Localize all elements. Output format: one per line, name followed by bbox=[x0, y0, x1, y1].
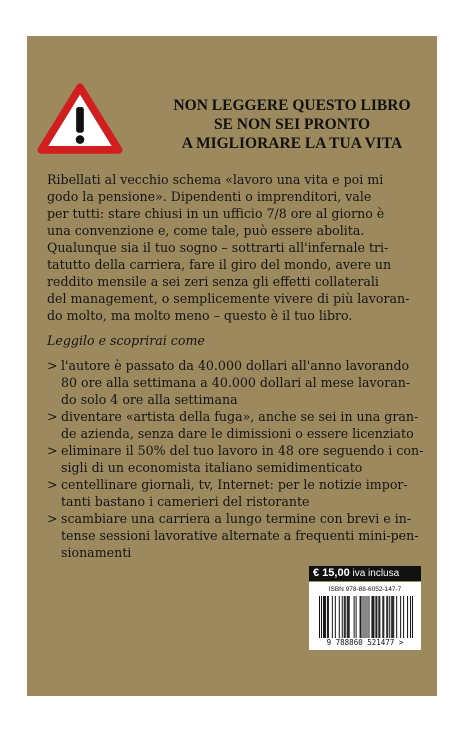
barcode bbox=[319, 596, 413, 638]
barcode-bar bbox=[323, 596, 324, 638]
barcode-bar bbox=[412, 596, 413, 638]
bullet-item bbox=[47, 510, 432, 561]
barcode-bar bbox=[365, 596, 366, 638]
bullet-line: do solo 4 ore alla settimana bbox=[61, 392, 238, 407]
bullet-item bbox=[47, 408, 432, 442]
barcode-bar bbox=[383, 596, 384, 638]
barcode-bar bbox=[324, 596, 325, 638]
barcode-bar bbox=[373, 596, 374, 638]
intro-line: Ribellati al vecchio schema «lavoro una vita e poi mi bbox=[47, 172, 384, 187]
ean-digits: 9 788860 521477 > bbox=[326, 638, 404, 647]
intro-line: per tutti: stare chiusi in un ufficio 7/8 ore al giorno è bbox=[47, 206, 385, 221]
barcode-bar bbox=[347, 596, 348, 638]
barcode-bar bbox=[386, 596, 387, 638]
barcode-bar bbox=[371, 596, 372, 638]
bullet-line: eliminare il 50% del tuo lavoro in 48 ore seguendo i con- bbox=[61, 443, 424, 458]
barcode-bar bbox=[368, 596, 369, 638]
barcode-bar bbox=[391, 596, 392, 638]
bullet-item bbox=[47, 357, 432, 408]
bullet-item bbox=[47, 476, 432, 510]
warning-triangle-icon bbox=[37, 83, 123, 155]
back-cover bbox=[27, 36, 437, 696]
headline-line: NON LEGGERE QUESTO LIBRO bbox=[173, 97, 411, 114]
barcode-bar bbox=[361, 596, 362, 638]
intro-line: del management, o semplicemente vivere di più lavoran- bbox=[47, 291, 410, 306]
subhead: Leggilo e scoprirai come bbox=[47, 333, 205, 348]
bullet-line: centellinare giornali, tv, Internet: per le notizie impor- bbox=[61, 477, 408, 492]
barcode-bar bbox=[403, 596, 404, 638]
intro-line: godo la pensione». Dipendenti o imprenditori, vale bbox=[47, 189, 372, 204]
bullet-line: tense sessioni lavorative alternate a frequenti mini-pen- bbox=[61, 528, 419, 543]
price-amount: € 15,00 bbox=[313, 567, 350, 579]
bullet-list bbox=[47, 357, 432, 561]
barcode-bar bbox=[356, 596, 357, 638]
barcode-bar bbox=[366, 596, 367, 638]
barcode-bar bbox=[375, 596, 376, 638]
barcode-bar bbox=[328, 596, 329, 638]
bullet-marker-icon: > bbox=[47, 409, 58, 424]
barcode-bar bbox=[327, 596, 328, 638]
barcode-bar bbox=[389, 596, 390, 638]
price-tag bbox=[309, 566, 421, 581]
headline bbox=[157, 96, 427, 153]
barcode-bar bbox=[360, 596, 361, 638]
barcode-box bbox=[309, 582, 421, 650]
barcode-bar bbox=[410, 596, 411, 638]
bullet-item bbox=[47, 442, 432, 476]
barcode-bar bbox=[344, 596, 345, 638]
barcode-bar bbox=[348, 596, 349, 638]
barcode-bar bbox=[382, 596, 383, 638]
barcode-bar bbox=[372, 596, 373, 638]
barcode-bar bbox=[396, 596, 397, 638]
barcode-bar bbox=[376, 596, 377, 638]
intro-paragraph bbox=[47, 171, 432, 324]
bullet-line: scambiare una carriera a lungo termine con brevi e in- bbox=[61, 511, 412, 526]
barcode-bar bbox=[342, 596, 343, 638]
intro-line: do molto, ma molto meno – questo è il tuo libro. bbox=[47, 308, 353, 323]
bullet-line: de azienda, senza dare le dimissioni o essere licenziato bbox=[61, 426, 414, 441]
intro-line: reddito mensile a sei zeri senza gli effetti collaterali bbox=[47, 274, 379, 289]
headline-line: SE NON SEI PRONTO bbox=[213, 116, 371, 133]
barcode-bar bbox=[400, 596, 401, 638]
bullet-line: 80 ore alla settimana a 40.000 dollari al mese lavoran- bbox=[61, 375, 411, 390]
barcode-bar bbox=[354, 596, 355, 638]
bullet-line: diventare «artista della fuga», anche se sei in una gran- bbox=[61, 409, 419, 424]
bullet-marker-icon: > bbox=[47, 477, 58, 492]
bullet-line: tanti bastano i camerieri del ristorante bbox=[61, 494, 310, 509]
barcode-bar bbox=[378, 596, 379, 638]
bullet-marker-icon: > bbox=[47, 358, 58, 373]
bullet-marker-icon: > bbox=[47, 443, 58, 458]
barcode-bar bbox=[349, 596, 350, 638]
barcode-bar bbox=[319, 596, 320, 638]
barcode-bar bbox=[379, 596, 380, 638]
bullet-line: sigli di un economista italiano semidimenticato bbox=[61, 460, 363, 475]
bullet-line: sionamenti bbox=[61, 545, 132, 560]
barcode-bar bbox=[339, 596, 340, 638]
barcode-bar bbox=[407, 596, 408, 638]
isbn-label: ISBN 978-88-6052-147-7 bbox=[328, 586, 402, 593]
barcode-bar bbox=[321, 596, 322, 638]
intro-line: tatutto della carriera, fare il giro del mondo, avere un bbox=[47, 257, 392, 272]
barcode-bar bbox=[325, 596, 326, 638]
barcode-bar bbox=[363, 596, 364, 638]
bullet-marker-icon: > bbox=[47, 511, 58, 526]
blurb bbox=[47, 171, 432, 561]
barcode-bar bbox=[332, 596, 333, 638]
bullet-line: l'autore è passato da 40.000 dollari all'anno lavorando bbox=[61, 358, 410, 373]
intro-line: Qualunque sia il tuo sogno – sottrarti all'infernale tri- bbox=[47, 240, 389, 255]
barcode-bar bbox=[335, 596, 336, 638]
barcode-bar bbox=[393, 596, 394, 638]
barcode-bar bbox=[345, 596, 346, 638]
barcode-bar bbox=[392, 596, 393, 638]
intro-line: una convenzione e, come tale, può essere abolita. bbox=[47, 223, 365, 238]
price-note: iva inclusa bbox=[352, 568, 400, 579]
barcode-bar bbox=[387, 596, 388, 638]
headline-line: A MIGLIORARE LA TUA VITA bbox=[181, 135, 403, 152]
